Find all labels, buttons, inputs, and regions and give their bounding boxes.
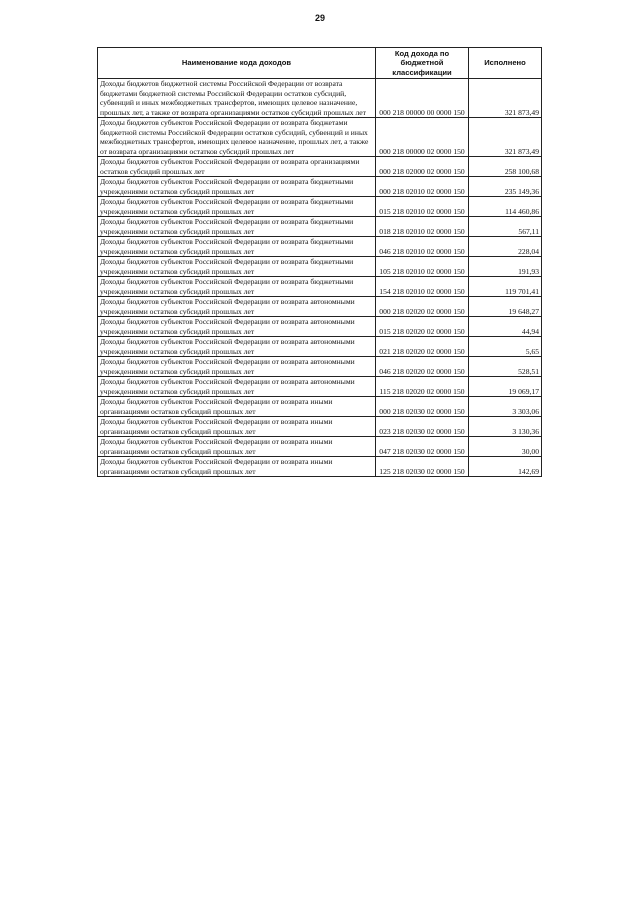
table-row xyxy=(98,377,542,397)
row-name-cell: Доходы бюджетов субъектов Российской Федерации от возврата автономными учреждениями остатков субсидий прошлых лет xyxy=(98,297,376,317)
table-header-row xyxy=(98,48,542,79)
header-exec: Исполнено xyxy=(469,48,542,79)
row-exec-cell: 5,65 xyxy=(469,337,542,357)
row-exec-cell: 3 303,06 xyxy=(469,397,542,417)
row-code-cell: 105 218 02010 02 0000 150 xyxy=(376,257,469,277)
row-code-cell: 000 218 00000 00 0000 150 xyxy=(376,79,469,118)
table-row xyxy=(98,237,542,257)
table-row xyxy=(98,197,542,217)
row-exec-cell: 19 069,17 xyxy=(469,377,542,397)
table-row xyxy=(98,357,542,377)
table-row xyxy=(98,317,542,337)
table-row xyxy=(98,417,542,437)
row-exec-cell: 321 873,49 xyxy=(469,79,542,118)
row-name-cell: Доходы бюджетов субъектов Российской Федерации от возврата иными организациями остатков субсидий прошлых лет xyxy=(98,397,376,417)
row-code-cell: 018 218 02010 02 0000 150 xyxy=(376,217,469,237)
row-code-cell: 000 218 02030 02 0000 150 xyxy=(376,397,469,417)
row-code-cell: 021 218 02020 02 0000 150 xyxy=(376,337,469,357)
row-name-cell: Доходы бюджетов субъектов Российской Федерации от возврата автономными учреждениями остатков субсидий прошлых лет xyxy=(98,317,376,337)
row-code-cell: 047 218 02030 02 0000 150 xyxy=(376,437,469,457)
income-table xyxy=(97,47,542,477)
row-exec-cell: 44,94 xyxy=(469,317,542,337)
row-name-cell: Доходы бюджетов субъектов Российской Федерации от возврата бюджетными учреждениями остатков субсидий прошлых лет xyxy=(98,217,376,237)
row-name-cell: Доходы бюджетов бюджетной системы Российской Федерации от возврата бюджетами бюджетной системы Российской Федерации остатков субсидий, субвенций и иных межбюджетных трансфертов, имеющих целевое назначение, прошлых лет, а также от возврата организациями остатков субсидий прошлых лет xyxy=(98,79,376,118)
row-name-cell: Доходы бюджетов субъектов Российской Федерации от возврата автономными учреждениями остатков субсидий прошлых лет xyxy=(98,337,376,357)
row-name-cell: Доходы бюджетов субъектов Российской Федерации от возврата бюджетными учреждениями остатков субсидий прошлых лет xyxy=(98,197,376,217)
table-row xyxy=(98,397,542,417)
table-row xyxy=(98,118,542,157)
table-row xyxy=(98,79,542,118)
row-exec-cell: 191,93 xyxy=(469,257,542,277)
row-code-cell: 046 218 02010 02 0000 150 xyxy=(376,237,469,257)
row-name-cell: Доходы бюджетов субъектов Российской Федерации от возврата бюджетными учреждениями остатков субсидий прошлых лет xyxy=(98,177,376,197)
table-row xyxy=(98,177,542,197)
row-exec-cell: 142,69 xyxy=(469,457,542,477)
row-name-cell: Доходы бюджетов субъектов Российской Федерации от возврата иными организациями остатков субсидий прошлых лет xyxy=(98,417,376,437)
row-name-cell: Доходы бюджетов субъектов Российской Федерации от возврата бюджетами бюджетной системы Российской Федерации остатков субсидий, субвенций и иных межбюджетных трансфертов, имеющих целевое назначение, прошлых лет, а также от возврата организациями остатков субсидий прошлых лет xyxy=(98,118,376,157)
row-code-cell: 023 218 02030 02 0000 150 xyxy=(376,417,469,437)
row-code-cell: 015 218 02010 02 0000 150 xyxy=(376,197,469,217)
row-name-cell: Доходы бюджетов субъектов Российской Федерации от возврата иными организациями остатков субсидий прошлых лет xyxy=(98,437,376,457)
row-name-cell: Доходы бюджетов субъектов Российской Федерации от возврата автономными учреждениями остатков субсидий прошлых лет xyxy=(98,377,376,397)
table-row xyxy=(98,217,542,237)
row-exec-cell: 3 130,36 xyxy=(469,417,542,437)
row-exec-cell: 119 701,41 xyxy=(469,277,542,297)
row-exec-cell: 528,51 xyxy=(469,357,542,377)
row-code-cell: 154 218 02010 02 0000 150 xyxy=(376,277,469,297)
row-name-cell: Доходы бюджетов субъектов Российской Федерации от возврата бюджетными учреждениями остатков субсидий прошлых лет xyxy=(98,277,376,297)
row-name-cell: Доходы бюджетов субъектов Российской Федерации от возврата иными организациями остатков субсидий прошлых лет xyxy=(98,457,376,477)
table-row xyxy=(98,157,542,177)
table-row xyxy=(98,337,542,357)
row-exec-cell: 30,00 xyxy=(469,437,542,457)
row-exec-cell: 321 873,49 xyxy=(469,118,542,157)
row-name-cell: Доходы бюджетов субъектов Российской Федерации от возврата бюджетными учреждениями остатков субсидий прошлых лет xyxy=(98,237,376,257)
row-code-cell: 115 218 02020 02 0000 150 xyxy=(376,377,469,397)
row-code-cell: 000 218 02010 02 0000 150 xyxy=(376,177,469,197)
table-row xyxy=(98,297,542,317)
row-name-cell: Доходы бюджетов субъектов Российской Федерации от возврата организациями остатков субсидий прошлых лет xyxy=(98,157,376,177)
row-exec-cell: 114 460,86 xyxy=(469,197,542,217)
header-code: Код дохода по бюджетной классификации xyxy=(376,48,469,79)
row-name-cell: Доходы бюджетов субъектов Российской Федерации от возврата автономными учреждениями остатков субсидий прошлых лет xyxy=(98,357,376,377)
row-exec-cell: 258 100,68 xyxy=(469,157,542,177)
row-code-cell: 125 218 02030 02 0000 150 xyxy=(376,457,469,477)
table-body xyxy=(98,79,542,477)
row-code-cell: 000 218 02020 02 0000 150 xyxy=(376,297,469,317)
row-code-cell: 000 218 00000 02 0000 150 xyxy=(376,118,469,157)
table-row xyxy=(98,437,542,457)
row-exec-cell: 19 648,27 xyxy=(469,297,542,317)
row-name-cell: Доходы бюджетов субъектов Российской Федерации от возврата бюджетными учреждениями остатков субсидий прошлых лет xyxy=(98,257,376,277)
row-code-cell: 015 218 02020 02 0000 150 xyxy=(376,317,469,337)
page-number: 29 xyxy=(314,13,325,23)
table-row xyxy=(98,277,542,297)
table-row xyxy=(98,257,542,277)
header-name: Наименование кода доходов xyxy=(98,48,376,79)
row-exec-cell: 567,11 xyxy=(469,217,542,237)
row-code-cell: 000 218 02000 02 0000 150 xyxy=(376,157,469,177)
row-exec-cell: 228,04 xyxy=(469,237,542,257)
row-code-cell: 046 218 02020 02 0000 150 xyxy=(376,357,469,377)
row-exec-cell: 235 149,36 xyxy=(469,177,542,197)
table-row xyxy=(98,457,542,477)
